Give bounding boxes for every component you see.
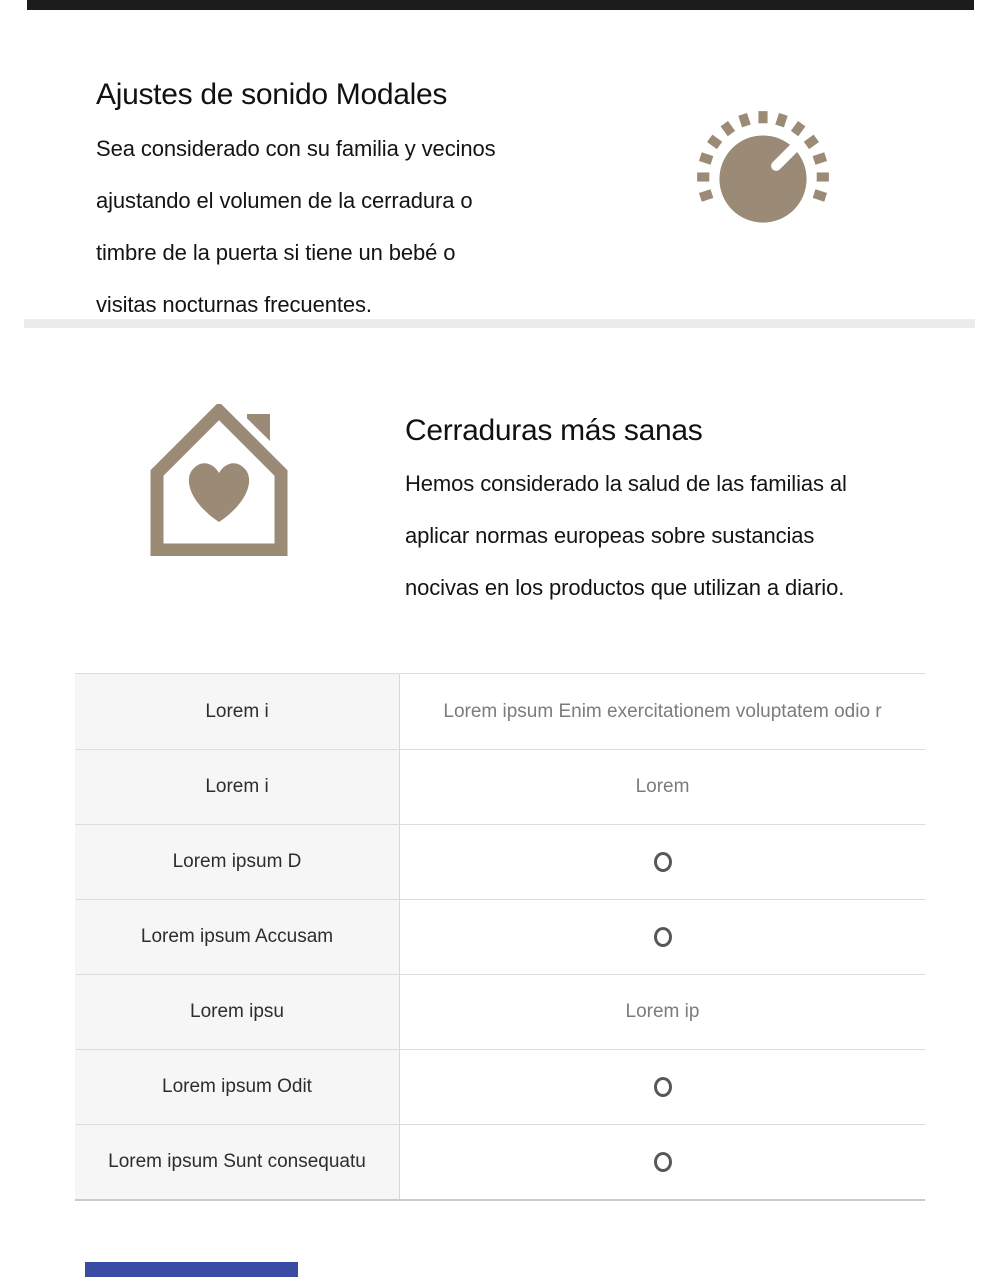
table-row (75, 1049, 925, 1124)
spec-label-cell: Lorem ipsum Accusam (75, 900, 400, 974)
circle-icon (654, 1077, 672, 1097)
table-row (75, 974, 925, 1049)
spec-label-cell: Lorem i (75, 750, 400, 824)
table-row (75, 1124, 925, 1199)
spec-label-cell: Lorem ipsum D (75, 825, 400, 899)
top-header-edge-bar (27, 0, 974, 10)
spec-table (75, 673, 925, 1201)
spec-label-cell: Lorem ipsum Sunt consequatu (75, 1125, 400, 1199)
table-row (75, 674, 925, 749)
body-line: visitas nocturnas frecuentes. (96, 292, 372, 317)
bottom-accent-bar (85, 1262, 298, 1277)
house-heart-icon (147, 404, 291, 561)
spec-label-cell: Lorem ipsu (75, 975, 400, 1049)
circle-icon (654, 927, 672, 947)
table-row (75, 899, 925, 974)
sound-section-title: Ajustes de sonido Modales (96, 78, 448, 111)
table-row (75, 749, 925, 824)
spec-value-cell: Lorem ipsum Enim exercitationem voluptatem odio r (400, 674, 925, 749)
circle-icon (654, 852, 672, 872)
body-line: nocivas en los productos que utilizan a diario. (405, 575, 845, 600)
health-section-title: Cerraduras más sanas (405, 414, 703, 447)
body-line: ajustando el volumen de la cerradura o (96, 188, 473, 213)
spec-value-cell (400, 900, 925, 974)
body-line: timbre de la puerta si tiene un bebé o (96, 240, 456, 265)
body-line: aplicar normas europeas sobre sustancias (405, 523, 815, 548)
spec-value-cell: Lorem (400, 750, 925, 824)
volume-knob-icon (687, 101, 839, 258)
spec-label-cell: Lorem ipsum Odit (75, 1050, 400, 1124)
spec-value-cell (400, 1050, 925, 1124)
spec-value-cell (400, 1125, 925, 1199)
body-line: Hemos considerado la salud de las familias al (405, 471, 847, 496)
section-divider (24, 319, 975, 328)
health-section-body (405, 458, 847, 614)
table-row (75, 824, 925, 899)
sound-section-body (96, 123, 496, 331)
body-line: Sea considerado con su familia y vecinos (96, 136, 496, 161)
spec-label-cell: Lorem i (75, 674, 400, 749)
spec-value-cell (400, 825, 925, 899)
spec-value-cell: Lorem ip (400, 975, 925, 1049)
circle-icon (654, 1152, 672, 1172)
